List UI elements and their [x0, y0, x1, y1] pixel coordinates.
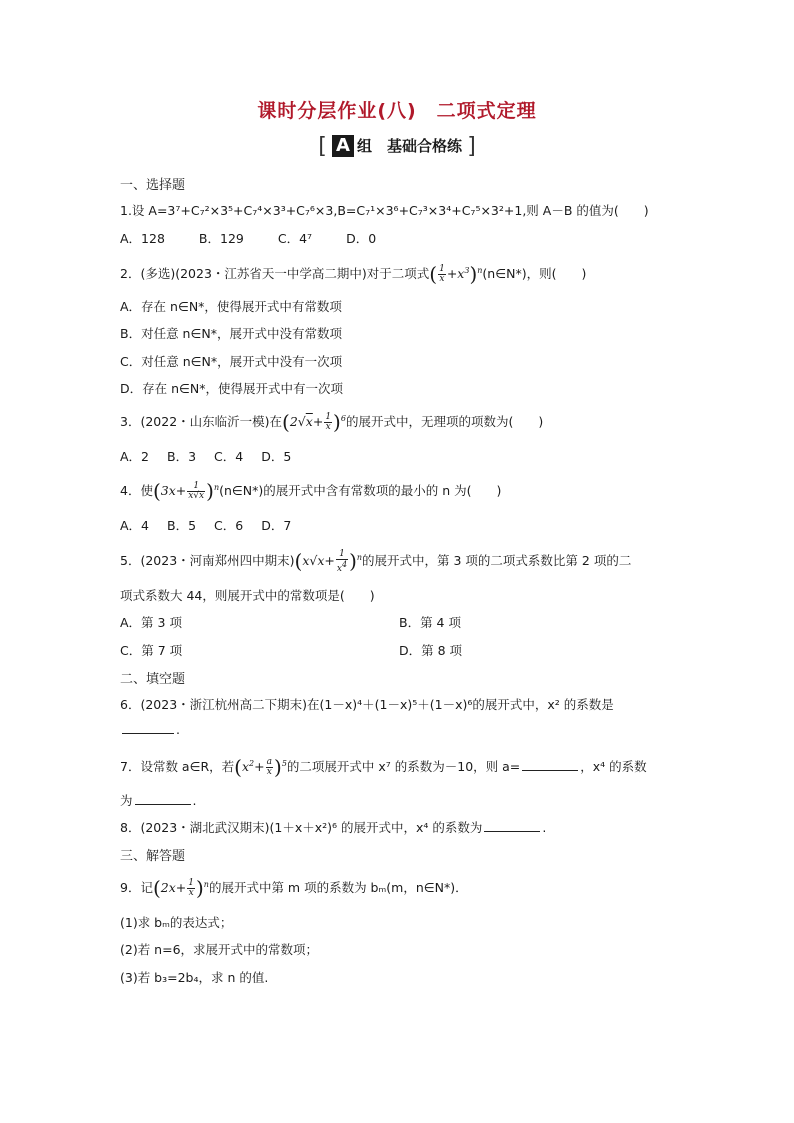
page-title: 课时分层作业(八) 二项式定理 — [257, 100, 537, 122]
question-4-prefix: 4．使 — [120, 483, 153, 498]
option: D．5 — [261, 449, 292, 464]
question-5-line2: 项式系数大 44，则展开式中的常数项是( ) — [120, 588, 375, 603]
question-2-prefix: 2．(多选)(2023・江苏省天一中学高二期中)对于二项式 — [120, 266, 430, 281]
question-1: 1.设 A=3⁷+C₇²×3⁵+C₇⁴×3³+C₇⁶×3,B=C₇¹×3⁶+C₇³×3⁴+C₇⁵×3²+1,则 A－B 的值为( ) — [120, 203, 649, 218]
formula-xsqrtx-plus-1-over-x4-n: (x√x+ $\frac{1}{x^4}$ )$^n$ — [294, 548, 363, 574]
question-6-line2 — [120, 722, 180, 737]
option: B．129 — [198, 231, 244, 246]
question-1-options — [120, 229, 410, 247]
group-label: 组 基础合格练 — [356, 137, 462, 155]
formula-1-over-x-plus-x3-n: ( $\frac{1}{x}$ $+x^3)^n$ — [429, 262, 483, 286]
question-7-line2-text: 为 — [120, 793, 133, 808]
option: B．5 — [167, 518, 197, 533]
question-3-prefix: 3．(2022・山东临沂一模)在 — [120, 414, 283, 429]
question-2 — [120, 262, 586, 286]
question-4-suffix: (n∈N*)的展开式中含有常数项的最小的 n 为( ) — [219, 483, 502, 498]
question-9-part-2: (2)若 n=6，求展开式中的常数项； — [120, 942, 319, 957]
question-4 — [120, 479, 501, 503]
question-7-suffix: 的二项展开式中 x⁷ 的系数为－10，则 a= — [286, 759, 521, 774]
question-5-prefix: 5．(2023・河南郑州四中期末) — [120, 553, 295, 568]
question-3-options — [120, 447, 325, 465]
question-2-option-d: D．存在 n∈N*，使得展开式中有一次项 — [120, 381, 344, 396]
period: . — [176, 722, 180, 737]
option: C．4⁷ — [277, 231, 313, 246]
section-heading-choice: 一、选择题 — [120, 178, 186, 193]
formula-3x-plus-1-over-xsqrtx-n: (3x+ $\frac{1}{x√x}$ )$^n$ — [152, 479, 220, 503]
right-bracket: ] — [467, 134, 476, 159]
question-2-suffix: (n∈N*)，则( ) — [482, 266, 587, 281]
question-5 — [120, 549, 631, 574]
period: . — [192, 793, 197, 808]
question-7-prefix: 7．设常数 a∈R，若 — [120, 759, 235, 774]
question-9-suffix: 的展开式中第 m 项的系数为 bₘ(m，n∈N*)． — [208, 880, 468, 895]
answer-blank[interactable] — [484, 830, 540, 832]
option: A．2 — [120, 449, 150, 464]
question-2-option-c: C．对任意 n∈N*，展开式中没有一次项 — [120, 354, 343, 369]
question-2-option-a: A．存在 n∈N*，使得展开式中有常数项 — [120, 299, 342, 314]
option: A．4 — [120, 518, 150, 533]
question-2-option-b: B．对任意 n∈N*，展开式中没有常数项 — [120, 326, 342, 341]
formula-2x-plus-1-over-x-n: (2x+ $\frac{1}{x}$ )$^n$ — [152, 876, 209, 900]
question-8 — [120, 818, 546, 836]
question-7-line2 — [120, 791, 197, 809]
question-5-option-b: B．第 4 项 — [399, 615, 461, 630]
question-7-tail: ，x⁴ 的系数 — [580, 759, 647, 774]
question-3-suffix: 的展开式中，无理项的项数为( ) — [345, 414, 544, 429]
question-6: 6．(2023・浙江杭州高二下期末)在(1－x)⁴＋(1－x)⁵＋(1－x)⁶的展开式中，x² 的系数是 — [120, 697, 614, 712]
answer-blank[interactable] — [122, 732, 174, 734]
question-3 — [120, 410, 543, 434]
answer-blank[interactable] — [522, 769, 578, 771]
question-7 — [120, 755, 647, 779]
formula-x2-plus-a-over-x-5: ($x^2+$ $\frac{a}{x}$ )$^5$ — [234, 755, 287, 779]
question-5-option-a: A．第 3 项 — [120, 615, 182, 630]
section-heading-solve: 三、解答题 — [120, 849, 186, 864]
group-letter-badge: A — [332, 135, 354, 157]
section-heading-fill: 二、填空题 — [120, 672, 186, 687]
option: D．0 — [346, 231, 377, 246]
question-5-suffix: 的展开式中，第 3 项的二项式系数比第 2 项的二 — [362, 553, 632, 568]
formula-2sqrtx-plus-1-over-x-6: (2√x+ $\frac{1}{x}$ )$^6$ — [282, 410, 346, 434]
question-9-prefix: 9．记 — [120, 880, 153, 895]
question-5-option-d: D．第 8 项 — [399, 643, 463, 658]
option: B．3 — [167, 449, 197, 464]
option: D．7 — [261, 518, 292, 533]
option: C．6 — [214, 518, 244, 533]
option: C．4 — [214, 449, 244, 464]
question-9 — [120, 876, 468, 900]
answer-blank[interactable] — [135, 803, 191, 805]
period: . — [542, 820, 547, 835]
question-5-option-c: C．第 7 项 — [120, 643, 183, 658]
question-9-part-1: (1)求 bₘ的表达式； — [120, 915, 233, 930]
group-header — [0, 134, 794, 159]
question-4-options — [120, 516, 325, 534]
option: A．128 — [120, 231, 165, 246]
question-9-part-3: (3)若 b₃=2b₄，求 n 的值. — [120, 970, 269, 985]
left-bracket: [ — [318, 134, 327, 159]
question-8-text: 8．(2023・湖北武汉期末)(1＋x＋x²)⁶ 的展开式中，x⁴ 的系数为 — [120, 820, 483, 835]
